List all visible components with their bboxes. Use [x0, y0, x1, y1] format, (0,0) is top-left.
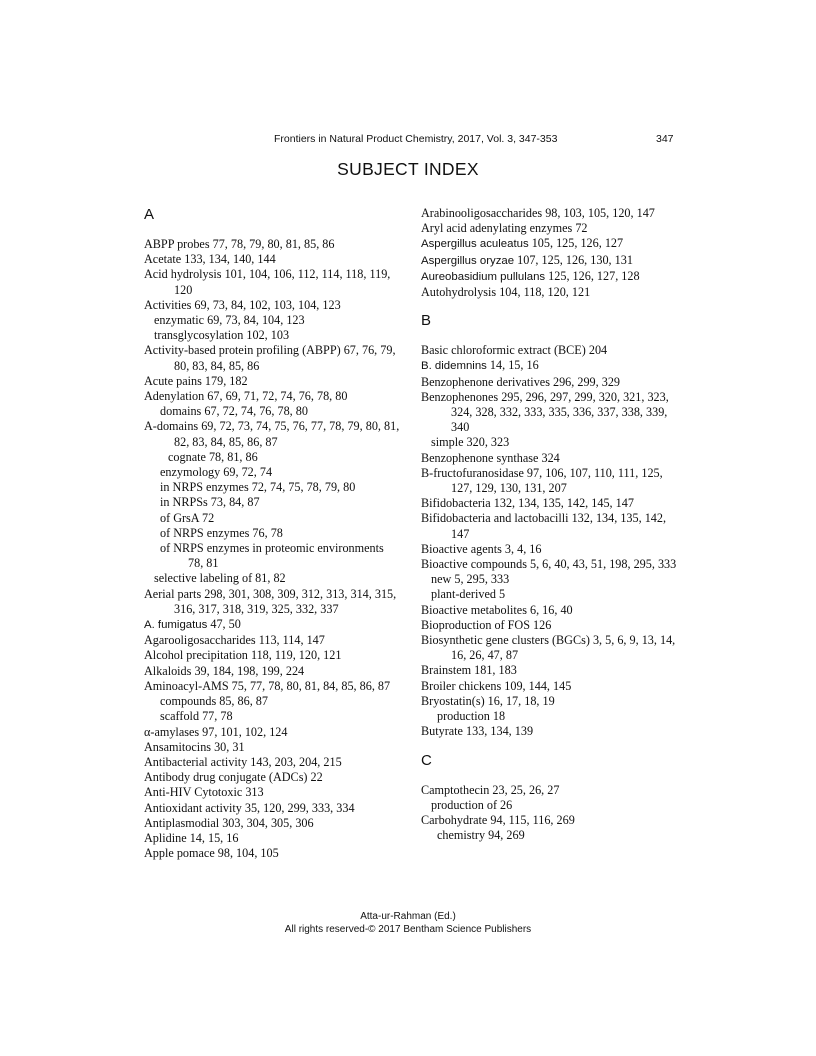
entry-text: Benzophenone derivatives 296, 299, 329 — [421, 374, 621, 389]
entry-text: of NRPS enzymes 76, 78 — [160, 525, 283, 540]
entry-text: Acute pains 179, 182 — [144, 373, 248, 388]
entry-text: scaffold 77, 78 — [160, 709, 233, 724]
index-subentry — [421, 798, 681, 813]
index-entry — [144, 343, 402, 373]
entry-text: Alkaloids 39, 184, 198, 199, 224 — [144, 663, 305, 678]
entry-text: Aspergillus oryzae — [421, 254, 515, 267]
entry-page-refs: 107, 125, 126, 130, 131 — [514, 252, 633, 267]
index-subentry — [144, 571, 402, 586]
index-entry — [421, 285, 681, 300]
entry-text: domains 67, 72, 74, 76, 78, 80 — [160, 404, 308, 419]
index-entry — [421, 390, 681, 436]
entry-text: transglycosylation 102, 103 — [154, 328, 290, 343]
entry-text: selective labeling of 81, 82 — [154, 571, 286, 586]
page-footer — [0, 910, 816, 936]
entry-text: Bioproduction of FOS 126 — [421, 617, 552, 632]
entry-text: Aplidine 14, 15, 16 — [144, 830, 239, 845]
section-letter-b: B — [421, 312, 432, 330]
entry-text: cognate 78, 81, 86 — [168, 449, 258, 464]
index-subentry — [144, 465, 402, 480]
index-subentry — [144, 404, 402, 419]
entry-page-refs: 14, 15, 16 — [486, 358, 539, 373]
index-subentry — [144, 328, 402, 343]
index-entry — [144, 801, 402, 816]
entry-text: Benzophenones 295, 296, 297, 299, 320, 321, 323, 324, 328, 332, 333, 335, 336, 337, 338, 339, 340 — [421, 389, 669, 435]
entry-text: Bifidobacteria 132, 134, 135, 142, 145, 147 — [421, 496, 634, 511]
index-entry — [144, 389, 402, 404]
footer-rights: All rights reserved-© 2017 Bentham Science Publishers — [284, 924, 532, 935]
entry-text: Alcohol precipitation 118, 119, 120, 121 — [144, 648, 342, 663]
entry-text: Antibacterial activity 143, 203, 204, 215 — [144, 754, 342, 769]
journal-citation: Frontiers in Natural Product Chemistry, 2017, Vol. 3, 347-353 — [274, 133, 558, 145]
entry-text: Aureobasidium pullulans — [421, 270, 546, 283]
entry-text: Aminoacyl-AMS 75, 77, 78, 80, 81, 84, 85, 86, 87 — [144, 678, 391, 693]
index-entry — [421, 633, 681, 663]
entry-text: simple 320, 323 — [431, 435, 510, 450]
entry-text: Adenylation 67, 69, 71, 72, 74, 76, 78, 80 — [144, 389, 348, 404]
entry-text: Benzophenone synthase 324 — [421, 450, 560, 465]
entry-text: Antiplasmodial 303, 304, 305, 306 — [144, 815, 314, 830]
index-subentry — [144, 541, 402, 571]
entry-text: compounds 85, 86, 87 — [160, 694, 268, 709]
index-entry — [144, 267, 402, 297]
entry-text: α-amylases 97, 101, 102, 124 — [144, 724, 288, 739]
index-entry — [144, 755, 402, 770]
index-entry — [144, 725, 402, 740]
index-entry — [144, 419, 402, 449]
index-subentry — [421, 709, 681, 724]
entry-text: Activities 69, 73, 84, 102, 103, 104, 123 — [144, 297, 341, 312]
index-entry — [144, 298, 402, 313]
index-entry — [144, 785, 402, 800]
entry-page-refs: 47, 50 — [207, 617, 241, 632]
entry-text: B. didemnins — [421, 360, 487, 373]
index-entry — [421, 451, 681, 466]
entry-text: Autohydrolysis 104, 118, 120, 121 — [421, 285, 591, 300]
entry-text: Antibody drug conjugate (ADCs) 22 — [144, 770, 323, 785]
entry-text: A. fumigatus — [144, 619, 208, 632]
section-letter-c: C — [421, 751, 432, 769]
entry-text: Bryostatin(s) 16, 17, 18, 19 — [421, 693, 555, 708]
entry-text: Bioactive agents 3, 4, 16 — [421, 541, 542, 556]
index-entry — [421, 557, 681, 572]
entry-text: plant-derived 5 — [431, 587, 506, 602]
c-entry-list — [421, 783, 681, 844]
index-subentry — [144, 495, 402, 510]
entry-text: B-fructofuranosidase 97, 106, 107, 110, 111, 125, 127, 129, 130, 131, 207 — [421, 465, 663, 496]
index-entry — [421, 724, 681, 739]
index-entry — [421, 221, 681, 236]
index-subentry — [144, 511, 402, 526]
entry-text: Carbohydrate 94, 115, 116, 269 — [421, 812, 575, 827]
entry-text: Arabinooligosaccharides 98, 103, 105, 120, 147 — [421, 206, 655, 220]
index-entry — [144, 237, 402, 252]
entry-text: of GrsA 72 — [160, 510, 215, 525]
entry-text: Broiler chickens 109, 144, 145 — [421, 678, 572, 693]
index-entry — [144, 587, 402, 617]
index-entry — [421, 618, 681, 633]
b-entry-list — [421, 343, 681, 739]
index-entry — [421, 663, 681, 678]
entry-text: of NRPS enzymes in proteomic environments 78, 81 — [160, 541, 384, 571]
entry-page-refs: 105, 125, 126, 127 — [528, 236, 624, 251]
entry-text: in NRPSs 73, 84, 87 — [160, 495, 260, 510]
index-subentry — [144, 313, 402, 328]
entry-text: Bifidobacteria and lactobacilli 132, 134, 135, 142, 147 — [421, 511, 667, 541]
index-entry — [144, 664, 402, 679]
entry-text: Anti-HIV Cytotoxic 313 — [144, 785, 264, 800]
index-entry — [421, 466, 681, 496]
index-subentry — [144, 694, 402, 709]
entry-page-refs: 125, 126, 127, 128 — [545, 268, 640, 283]
footer-editor: Atta-ur-Rahman (Ed.) — [360, 911, 456, 922]
index-subentry — [144, 709, 402, 724]
entry-text: Camptothecin 23, 25, 26, 27 — [421, 782, 560, 797]
entry-text: chemistry 94, 269 — [437, 828, 525, 843]
index-entry — [421, 783, 681, 798]
entry-text: Ansamitocins 30, 31 — [144, 739, 245, 754]
index-subentry — [144, 480, 402, 495]
index-entry — [421, 542, 681, 557]
index-entry — [421, 269, 681, 285]
index-entry — [144, 770, 402, 785]
entry-text: Basic chloroformic extract (BCE) 204 — [421, 343, 608, 358]
page-number: 347 — [656, 133, 674, 145]
index-entry — [421, 694, 681, 709]
entry-text: Biosynthetic gene clusters (BGCs) 3, 5, 6, 9, 13, 14, 16, 26, 47, 87 — [421, 633, 676, 663]
entry-text: A-domains 69, 72, 73, 74, 75, 76, 77, 78, 79, 80, 81, 82, 83, 84, 85, 86, 87 — [144, 419, 400, 449]
index-entry — [421, 253, 681, 269]
entry-text: Aryl acid adenylating enzymes 72 — [421, 221, 588, 236]
entry-text: Acid hydrolysis 101, 104, 106, 112, 114, 118, 119, 120 — [144, 267, 391, 297]
index-entry — [144, 846, 402, 861]
right-index-column — [421, 206, 681, 843]
section-letter-a: A — [144, 206, 155, 223]
index-entry — [144, 374, 402, 389]
entry-text: ABPP probes 77, 78, 79, 80, 81, 85, 86 — [144, 237, 335, 251]
entry-text: Brainstem 181, 183 — [421, 663, 517, 678]
entry-text: Agarooligosaccharides 113, 114, 147 — [144, 633, 325, 648]
index-entry — [421, 343, 681, 358]
index-entry — [144, 617, 402, 633]
entry-text: Butyrate 133, 134, 139 — [421, 724, 534, 739]
index-entry — [421, 375, 681, 390]
index-entry — [144, 633, 402, 648]
entry-text: Aspergillus aculeatus — [421, 238, 529, 251]
index-entry — [144, 816, 402, 831]
left-entry-list — [144, 237, 402, 861]
index-entry — [421, 679, 681, 694]
index-subentry — [421, 587, 681, 602]
index-subentry — [144, 450, 402, 465]
entry-text: Activity-based protein profiling (ABPP) 67, 76, 79, 80, 83, 84, 85, 86 — [144, 343, 396, 373]
entry-text: in NRPS enzymes 72, 74, 75, 78, 79, 80 — [160, 480, 356, 495]
index-entry — [421, 603, 681, 618]
entry-text: Apple pomace 98, 104, 105 — [144, 846, 279, 861]
entry-text: production 18 — [437, 709, 506, 724]
index-entry — [144, 740, 402, 755]
entry-text: enzymology 69, 72, 74 — [160, 465, 273, 480]
right-top-entry-list — [421, 206, 681, 300]
left-index-column — [144, 206, 402, 861]
index-entry — [421, 206, 681, 221]
entry-text: Acetate 133, 134, 140, 144 — [144, 252, 276, 267]
entry-text: production of 26 — [431, 797, 513, 812]
entry-text: enzymatic 69, 73, 84, 104, 123 — [154, 313, 305, 328]
index-entry — [421, 813, 681, 828]
index-entry — [421, 236, 681, 252]
page-title: SUBJECT INDEX — [337, 159, 479, 179]
entry-text: Antioxidant activity 35, 120, 299, 333, 334 — [144, 800, 355, 815]
index-entry — [421, 511, 681, 541]
entry-text: Bioactive metabolites 6, 16, 40 — [421, 602, 573, 617]
index-entry — [144, 648, 402, 663]
index-entry — [421, 496, 681, 511]
index-entry — [144, 831, 402, 846]
index-subentry — [144, 526, 402, 541]
index-entry — [421, 358, 681, 374]
entry-text: Aerial parts 298, 301, 308, 309, 312, 313, 314, 315, 316, 317, 318, 319, 325, 332, 337 — [144, 586, 397, 616]
entry-text: new 5, 295, 333 — [431, 572, 510, 587]
entry-text: Bioactive compounds 5, 6, 40, 43, 51, 198, 295, 333 — [421, 557, 677, 572]
index-subentry — [421, 572, 681, 587]
index-subentry — [421, 435, 681, 450]
index-entry — [144, 679, 402, 694]
index-entry — [144, 252, 402, 267]
index-subentry — [421, 828, 681, 843]
